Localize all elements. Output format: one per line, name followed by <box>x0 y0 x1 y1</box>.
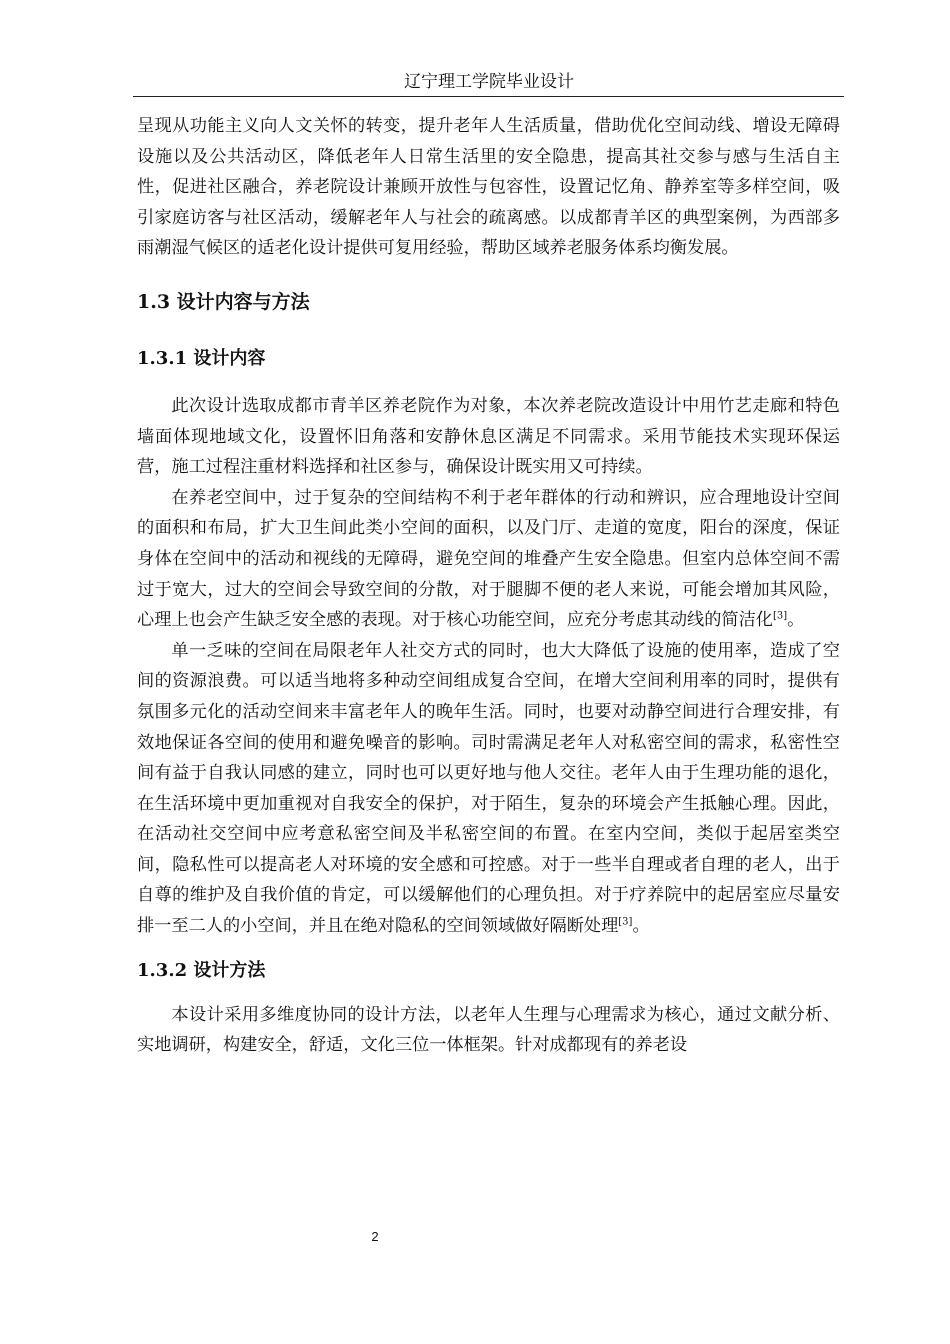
paragraph-design-content-3 <box>137 636 840 942</box>
header-rule <box>133 96 844 97</box>
citation-ref: [3] <box>772 610 788 622</box>
running-header: 辽宁理工学院毕业设计 <box>404 72 574 92</box>
paragraph-text: 单一乏味的空间在局限老年人社交方式的同时，也大大降低了设施的使用率，造成了空间的资源浪费。可以适当地将多种动空间组成复合空间，在增大空间利用率的同时，提供有氛围多元化的活动空间来丰富老年人的晚年生活。同时，也要对动静空间进行合理安排，有效地保证各空间的使用和避免噪音的影响。司时需满足老年人对私密空间的需求，私密性空间有益于自我认同感的建立，同时也可以更好地与他人交往。老年人由于生理功能的退化，在生活环境中更加重视对自我安全的保护，对于陌生，复杂的环境会产生抵触心理。因此，在活动社交空间中应考意私密空间及半私密空间的布置。在室内空间，类似于起居室类空间，隐私性可以提高老人对环境的安全感和可控感。对于一些半自理或者自理的老人，出于自尊的维护及自我价值的肯定，可以缓解他们的心理负担。对于疗养院中的起居室应尽量安排一至二人的小空间，并且在绝对隐私的空间领域做好隔断处理 <box>137 640 840 937</box>
paragraph-text: 在养老空间中，过于复杂的空间结构不利于老年群体的行动和辨识，应合理地设计空间的面积和布局，扩大卫生间此类小空间的面积，以及门厅、走道的宽度，阳台的深度，保证身体在空间中的活动和视线的无障碍，避免空间的堆叠产生安全隐患。但室内总体空间不需过于宽大，过大的空间会导致空间的分散，对于腿脚不便的老人来说，可能会增加其风险，心理上也会产生缺乏安全感的表现。对于核心功能空间，应充分考虑其动线的简洁化 <box>137 487 840 631</box>
section-heading-1-3-1: 1.3.1 设计内容 <box>137 347 266 369</box>
paragraph-design-content-1: 此次设计选取成都市青羊区养老院作为对象，本次养老院改造设计中用竹艺走廊和特色墙面体现地域文化，设置怀旧角落和安静休息区满足不同需求。采用节能技术实现环保运营，施工过程注重材料选择和社区参与，确保设计既实用又可持续。 <box>137 395 840 478</box>
intro-paragraph: 呈现从功能主义向人文关怀的转变，提升老年人生活质量，借助优化空间动线、增设无障碍设施以及公共活动区，降低老年人日常生活里的安全隐患，提高其社交参与感与生活自主性，促进社区融合，养老院设计兼顾开放性与包容性，设置记忆角、静养室等多样空间，吸引家庭访客与社区活动，缓解老年人与社会的疏离感。以成都青羊区的典型案例，为西部多雨潮湿气候区的适老化设计提供可复用经验，帮助区域养老服务体系均衡发展。 <box>137 116 840 259</box>
section-heading-1-3: 1.3 设计内容与方法 <box>137 290 310 313</box>
paragraph-end: 。 <box>787 610 805 631</box>
paragraph-end: 。 <box>632 916 650 937</box>
page-body <box>137 111 840 1061</box>
section-heading-1-3-2: 1.3.2 设计方法 <box>137 959 266 981</box>
paragraph-design-content-2 <box>137 483 840 636</box>
page-number: 2 <box>371 1229 379 1244</box>
citation-ref: [3] <box>618 916 633 928</box>
paragraph-design-method-1: 本设计采用多维度协同的设计方法，以老年人生理与心理需求为核心，通过文献分析、实地调研，构建安全，舒适，文化三位一体框架。针对成都现有的养老设 <box>137 1004 840 1056</box>
